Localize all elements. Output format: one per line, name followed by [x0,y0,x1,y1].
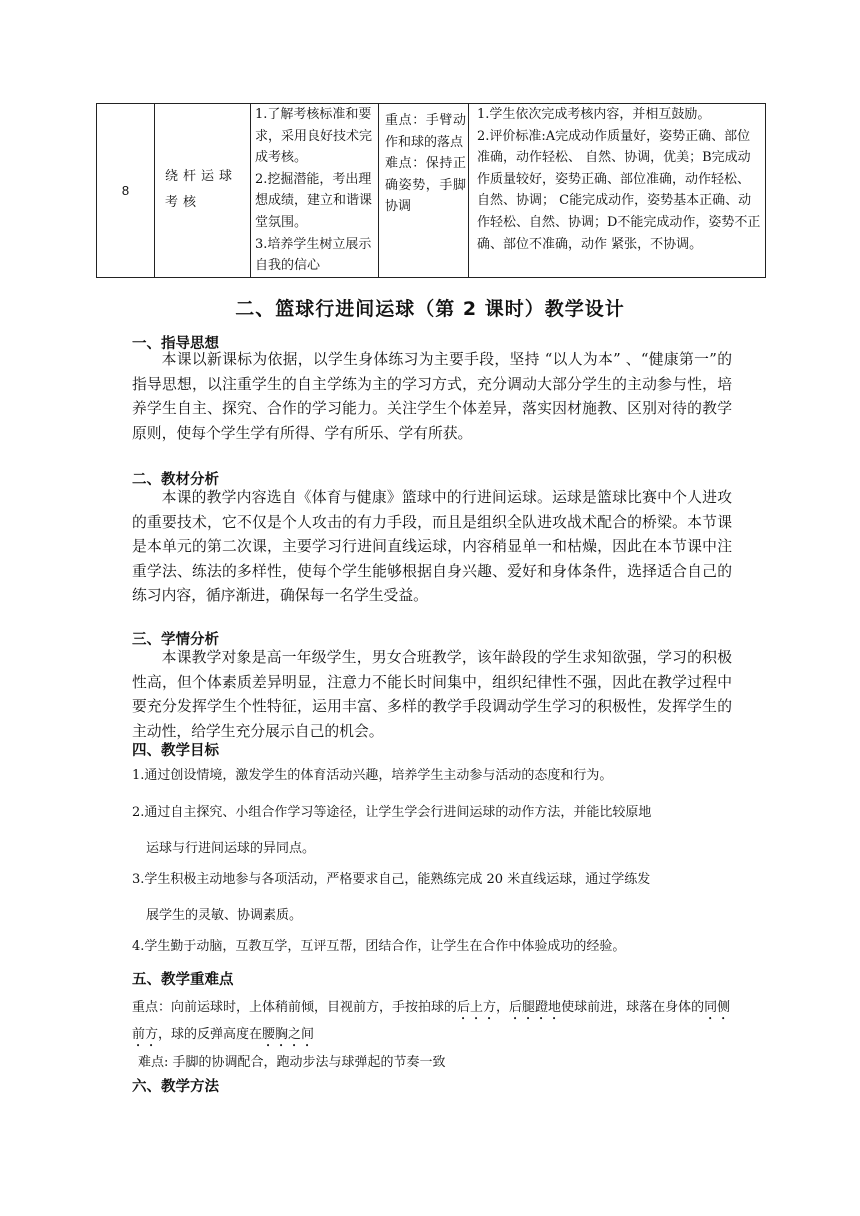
section-heading-key: 五、教学重难点 [132,972,234,988]
goal-2: 2.挖掘潜能，考出理想成绩，建立和谐课堂氛围。 [255,171,373,230]
row-name: 绕杆运球考核 [165,169,238,211]
key-text-e: 使球前进，球落在身体的 [561,1000,705,1015]
row-name-cell [155,104,251,278]
key-text-g: ，球的反弹高度在 [158,1027,263,1042]
difficulty-text: 难点: 手脚的协调配合，跑动步法与球弹起的节奏一致 [138,1055,446,1070]
objective-1: 1.通过创设情境，激发学生的体育活动兴趣，培养学生主动参与活动的态度和行为。 [132,768,613,783]
key-text-emph-3: 同侧前方 [132,1000,731,1042]
goal-1: 1.了解考核标准和要求，采用良好技术完成考核。 [255,107,373,166]
row-goals-cell [251,104,379,278]
objective-3-cont: 展学生的灵敏、协调素质。 [146,908,303,923]
objective-4: 4.学生勤于动脑，互教互学，互评互帮，团结合作，让学生在合作中体验成功的经验。 [132,939,626,954]
table-row [97,104,766,278]
section-text-students: 本课教学对象是高一年级学生，男女合班教学，该年龄段的学生求知欲强，学习的积极性高，但个体素质差异明显，注意力不能长时间集中，组织纪律性不强，因此在教学过程中要充分发挥学生个性特征，运用丰富、多样的教学手段调动学生学习的积极性，发挥学生的主动性，给学生充分展示自己的机会。 [132,649,732,740]
objective-2: 2.通过自主探究、小组合作学习等途径，让学生学会行进间运球的动作方法，并能比较原地 [132,805,652,820]
section-heading-methods: 六、教学方法 [132,1079,219,1095]
section-text-material: 本课的教学内容选自《体育与健康》篮球中的行进间运球。运球是篮球比赛中个人进攻的重要技术，它不仅是个人攻击的有力手段，而且是组织全队进攻战术配合的桥梁。本节课是本单元的第二次课，主要学习行进间直线运球，内容稍显单一和枯燥，因此在本节课中注重学法、练法的多样性，使每个学生能够根据自身兴趣、爱好和身体条件，选择适合自己的练习内容，循序渐进，确保每一名学生受益。 [132,489,732,605]
row-eval-cell [469,104,766,278]
section-heading-objectives: 四、教学目标 [132,743,219,759]
key-text-emph-1: 后上方 [457,1000,497,1015]
page-title: 二、篮球行进间运球（第 2 课时）教学设计 [235,298,625,320]
eval-2: 2.评价标准:A完成动作质量好，姿势正确、部位准确，动作轻松、 自然、协调，优美；B完成动作质量较好，姿势正确、部位准确，动作轻松、自然、协调； C能完成动作，姿势基本正确、动作轻松、自然、协调；D不能完成动作，姿势不正确、部位不准确，动作 紧张，不协调。 [477,128,761,252]
objective-3: 3.学生积极主动地参与各项活动，严格要求自己，能熟练完成 20 米直线运球，通过学练发 [132,872,651,887]
difficulty-point: 难点：保持正确姿势，手脚协调 [385,156,466,215]
goal-3: 3.培养学生树立展示自我的信心 [255,236,372,274]
key-text [132,996,742,1050]
section-heading-guiding: 一、指导思想 [132,336,219,352]
section-heading-material: 二、教材分析 [132,472,219,488]
eval-1: 1.学生依次完成考核内容，并相互鼓励。 [477,107,711,122]
section-heading-students: 三、学情分析 [132,632,219,648]
key-text-c: ， [496,1000,510,1015]
key-text-a: 重点：向前运球时，上体稍前倾，目视前方，手按拍球的 [132,1000,458,1015]
row-key-cell [379,104,469,278]
key-text-emph-4: 腰胸之间 [262,1027,315,1042]
objective-2-cont: 运球与行进间运球的异同点。 [146,841,316,856]
assessment-table [96,103,766,278]
row-number: 8 [97,104,155,278]
key-text-emph-2: 后腿蹬地 [509,1000,562,1015]
section-text-guiding: 本课以新课标为依据，以学生身体练习为主要手段，坚持 “以人为本” 、“健康第一”的指导思想，以注重学生的自主学练为主的学习方式，充分调动大部分学生的主动参与性，培养学生自主、探究、合作的学习能力。关注学生个体差异，落实因材施教、区别对待的教学原则，使每个学生学有所得、学有所乐、学有所获。 [132,351,732,442]
key-point: 重点：手臂动作和球的落点 [385,113,466,150]
